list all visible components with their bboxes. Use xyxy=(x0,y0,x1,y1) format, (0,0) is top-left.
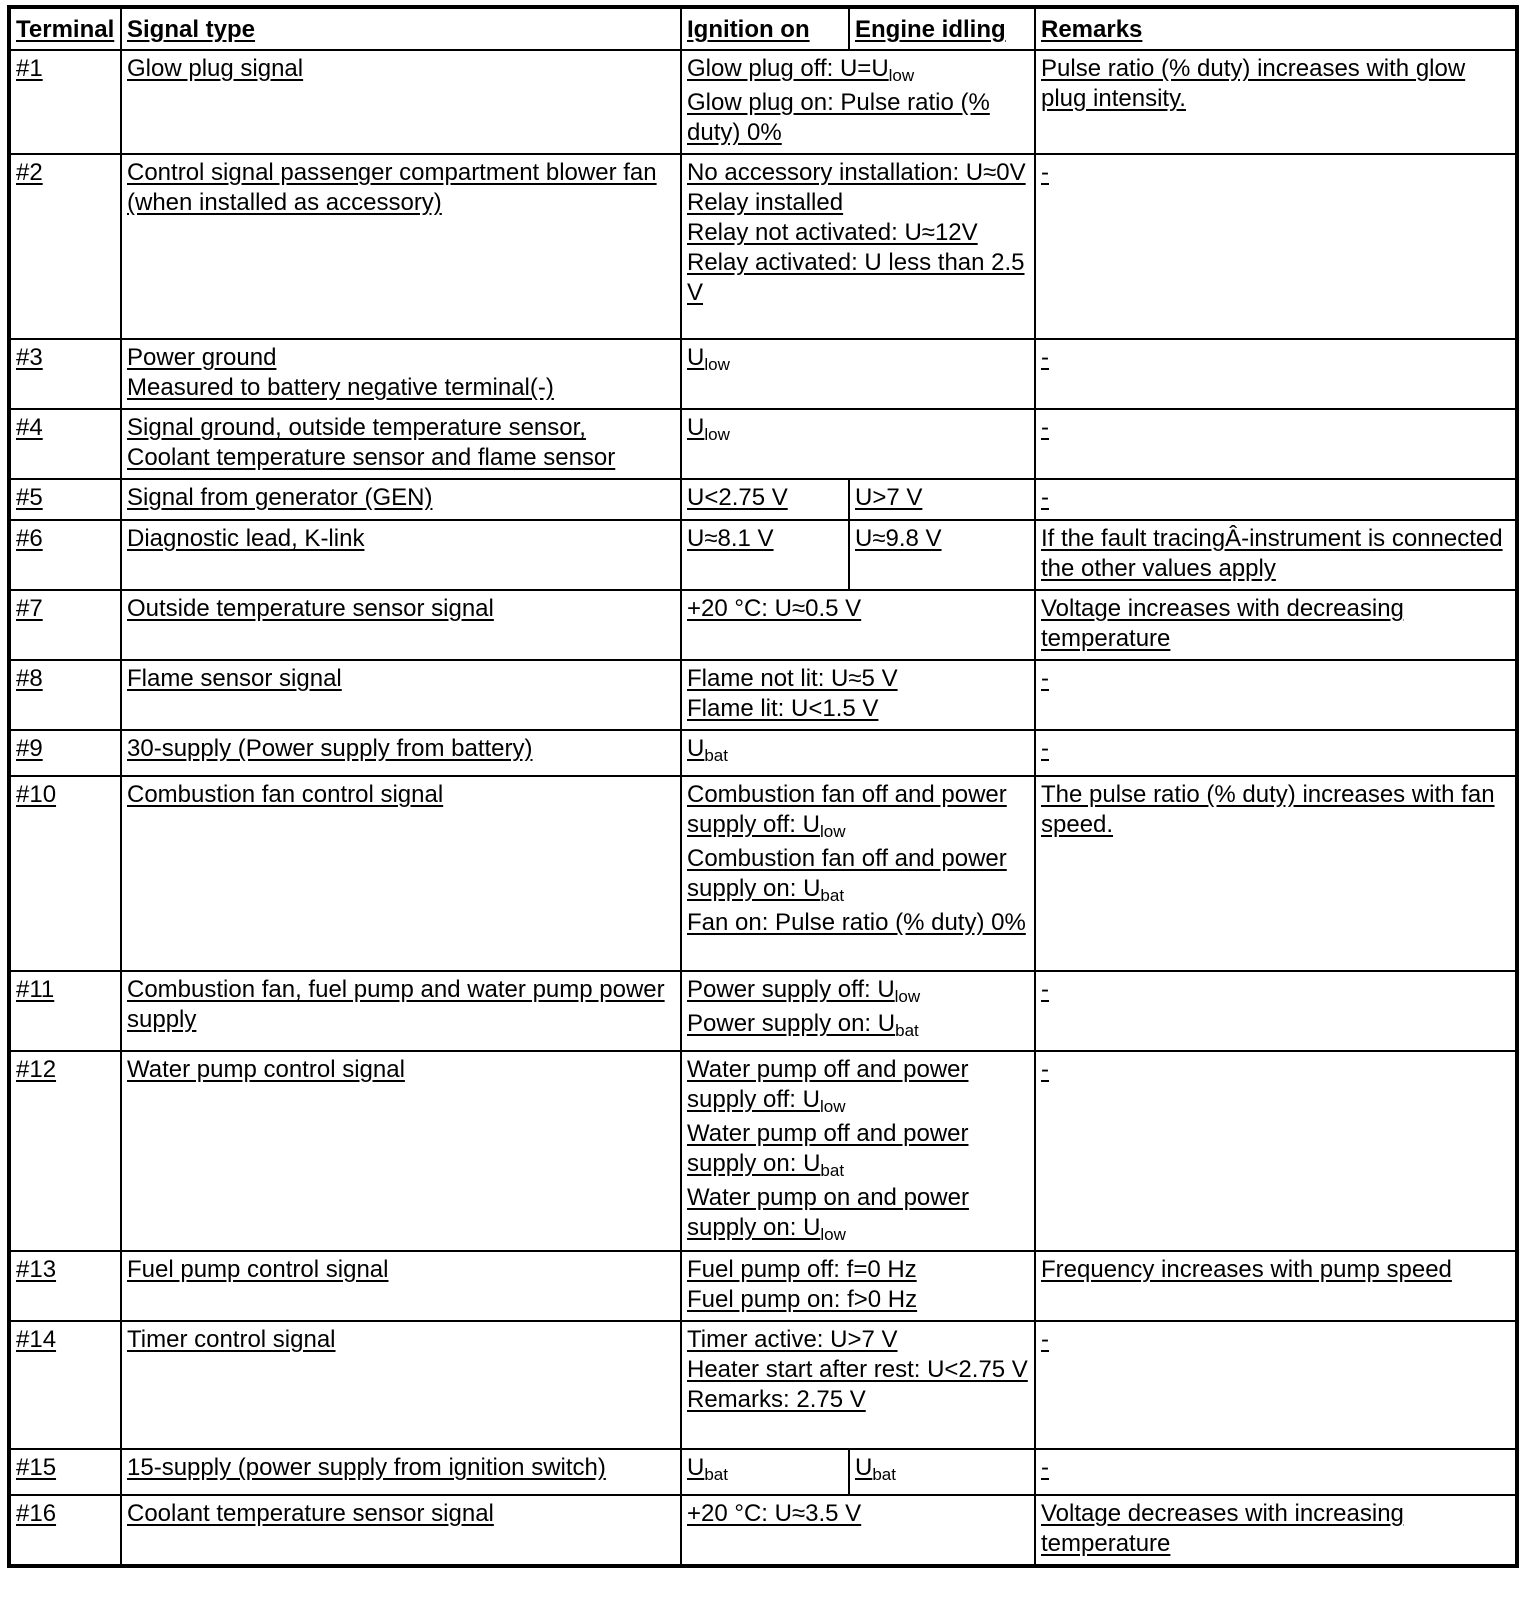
remarks-text: - xyxy=(1041,1056,1049,1083)
terminal-line xyxy=(16,734,114,764)
terminal-text: #16 xyxy=(16,1500,57,1527)
remarks-line xyxy=(1041,1055,1509,1085)
value-text: Relay not activated: U≈12V xyxy=(687,219,978,246)
value-subscript: low xyxy=(888,66,915,85)
value-text: Relay activated: U less than 2.5 V xyxy=(687,249,1025,306)
value-text: Timer active: U>7 V xyxy=(687,1326,898,1353)
cell-signal-type xyxy=(121,1251,681,1321)
value-line xyxy=(687,1255,1028,1285)
table-row xyxy=(9,339,1517,409)
value-line xyxy=(687,844,1028,904)
cell-remarks xyxy=(1035,1495,1517,1566)
header-ignition-on: Ignition on xyxy=(681,7,849,50)
remarks-line xyxy=(1041,483,1509,513)
value-line xyxy=(687,734,1028,764)
terminal-text: #1 xyxy=(16,55,43,82)
table-row xyxy=(9,971,1517,1051)
value-line xyxy=(687,694,1028,724)
terminal-line xyxy=(16,594,114,624)
terminal-text: #6 xyxy=(16,525,43,552)
terminal-text: #9 xyxy=(16,735,43,762)
table-row xyxy=(9,660,1517,730)
cell-terminal xyxy=(9,971,121,1051)
cell-remarks xyxy=(1035,154,1517,339)
cell-terminal xyxy=(9,1051,121,1251)
signal-type-line xyxy=(127,975,674,1035)
cell-engine-idling xyxy=(849,520,1035,590)
terminal-line xyxy=(16,975,114,1005)
value-text: Flame not lit: U≈5 V xyxy=(687,665,898,692)
value-line xyxy=(687,1285,1028,1315)
cell-signal-type xyxy=(121,339,681,409)
remarks-line xyxy=(1041,664,1509,694)
cell-remarks xyxy=(1035,971,1517,1051)
value-text: Glow plug on: Pulse ratio (% duty) 0% xyxy=(687,89,990,146)
terminal-line xyxy=(16,1255,114,1285)
value-subscript: low xyxy=(704,425,730,444)
remarks-text: - xyxy=(1041,665,1049,692)
terminal-text: #11 xyxy=(16,976,55,1003)
cell-terminal xyxy=(9,520,121,590)
signal-type-line xyxy=(127,1255,674,1285)
table-row xyxy=(9,1321,1517,1449)
signal-type-text: Diagnostic lead, K-link xyxy=(127,525,365,552)
cell-ignition-and-idling xyxy=(681,1051,1035,1251)
value-line xyxy=(687,1385,1028,1415)
table-row xyxy=(9,520,1517,590)
value-line xyxy=(687,158,1028,188)
remarks-text: Voltage increases with decreasing temperature xyxy=(1041,595,1404,652)
signal-type-line xyxy=(127,343,674,373)
value-text: Remarks: 2.75 V xyxy=(687,1386,866,1413)
cell-signal-type xyxy=(121,50,681,154)
signal-type-line xyxy=(127,373,674,403)
cell-ignition-and-idling xyxy=(681,1251,1035,1321)
terminal-line xyxy=(16,158,114,188)
table-row xyxy=(9,730,1517,776)
terminal-line xyxy=(16,1325,114,1355)
cell-ignition-and-idling xyxy=(681,590,1035,660)
cell-remarks xyxy=(1035,660,1517,730)
terminal-line xyxy=(16,1499,114,1529)
signal-type-line xyxy=(127,54,674,84)
cell-signal-type xyxy=(121,520,681,590)
value-text: $U_{low}$ xyxy=(687,414,730,444)
value-line xyxy=(687,524,842,554)
cell-ignition-and-idling xyxy=(681,776,1035,971)
signal-type-line xyxy=(127,483,674,513)
cell-signal-type xyxy=(121,1495,681,1566)
cell-ignition-and-idling xyxy=(681,730,1035,776)
value-text: Fan on: Pulse ratio (% duty) 0% xyxy=(687,909,1026,936)
cell-remarks xyxy=(1035,1251,1517,1321)
cell-terminal xyxy=(9,339,121,409)
remarks-line xyxy=(1041,1325,1509,1355)
value-text: Combustion fan off and power supply off: $U_{low}$ xyxy=(687,781,1007,841)
terminal-text: #3 xyxy=(16,344,43,371)
remarks-text: Pulse ratio (% duty) increases with glow plug intensity. xyxy=(1041,55,1466,112)
remarks-text: Frequency increases with pump speed xyxy=(1041,1256,1452,1283)
value-line xyxy=(687,483,842,513)
value-line xyxy=(687,188,1028,218)
terminal-signal-table xyxy=(7,5,1519,1568)
remarks-text: - xyxy=(1041,414,1049,441)
cell-signal-type xyxy=(121,1321,681,1449)
value-subscript: low xyxy=(819,822,846,841)
value-line xyxy=(687,594,1028,624)
value-text: Combustion fan off and power supply on: $U_{bat}$ xyxy=(687,845,1007,905)
header-engine-idling: Engine idling xyxy=(849,7,1035,50)
remarks-text: - xyxy=(1041,735,1049,762)
value-text: $U_{bat}$ xyxy=(855,1454,896,1484)
value-subscript: bat xyxy=(820,886,845,905)
cell-signal-type xyxy=(121,409,681,479)
value-subscript: bat xyxy=(872,1465,896,1484)
value-text: $U_{bat}$ xyxy=(687,735,728,765)
signal-type-text: Signal ground, outside temperature sensor, Coolant temperature sensor and flame sensor xyxy=(127,414,616,471)
value-text: Power supply off: $U_{low}$ xyxy=(687,976,921,1006)
signal-type-text: Measured to battery negative terminal(-) xyxy=(127,374,554,401)
cell-signal-type xyxy=(121,1449,681,1495)
terminal-line xyxy=(16,1055,114,1085)
header-remarks: Remarks xyxy=(1035,7,1517,50)
remarks-line xyxy=(1041,780,1509,840)
cell-signal-type xyxy=(121,154,681,339)
remarks-line xyxy=(1041,158,1509,188)
value-line xyxy=(687,1355,1028,1385)
cell-signal-type xyxy=(121,590,681,660)
value-text: $U_{low}$ xyxy=(687,344,730,374)
terminal-line xyxy=(16,664,114,694)
cell-remarks xyxy=(1035,409,1517,479)
value-subscript: bat xyxy=(704,1465,728,1484)
table-row xyxy=(9,50,1517,154)
remarks-line xyxy=(1041,1499,1509,1559)
cell-remarks xyxy=(1035,590,1517,660)
signal-type-line xyxy=(127,158,674,218)
cell-remarks xyxy=(1035,1449,1517,1495)
value-text: U≈9.8 V xyxy=(855,525,942,552)
terminal-text: #2 xyxy=(16,159,43,186)
remarks-text: - xyxy=(1041,1454,1049,1481)
cell-terminal xyxy=(9,154,121,339)
signal-type-line xyxy=(127,734,674,764)
remarks-text: - xyxy=(1041,344,1049,371)
value-text: +20 °C: U≈3.5 V xyxy=(687,1500,862,1527)
signal-type-line xyxy=(127,780,674,810)
remarks-text: - xyxy=(1041,484,1049,511)
cell-signal-type xyxy=(121,971,681,1051)
value-subscript: low xyxy=(704,355,730,374)
remarks-line xyxy=(1041,734,1509,764)
value-line xyxy=(687,1009,1028,1039)
value-line xyxy=(687,1499,1028,1529)
terminal-line xyxy=(16,54,114,84)
signal-type-line xyxy=(127,664,674,694)
value-text: Water pump off and power supply off: $U_{low}$ xyxy=(687,1056,969,1116)
terminal-text: #14 xyxy=(16,1326,57,1353)
remarks-line xyxy=(1041,343,1509,373)
cell-signal-type xyxy=(121,1051,681,1251)
value-subscript: low xyxy=(819,1097,846,1116)
value-line xyxy=(687,1453,842,1483)
value-text: Glow plug off: $U=U_{low}$ xyxy=(687,55,915,85)
value-line xyxy=(687,780,1028,840)
value-line xyxy=(855,483,1028,513)
signal-type-text: Combustion fan, fuel pump and water pump power supply xyxy=(127,976,665,1033)
value-text: $U_{bat}$ xyxy=(687,1454,728,1484)
cell-ignition-and-idling xyxy=(681,339,1035,409)
cell-remarks xyxy=(1035,50,1517,154)
terminal-text: #12 xyxy=(16,1056,57,1083)
value-text: Relay installed xyxy=(687,189,844,216)
signal-type-text: Coolant temperature sensor signal xyxy=(127,1500,494,1527)
terminal-line xyxy=(16,780,114,810)
cell-signal-type xyxy=(121,730,681,776)
signal-type-text: 15-supply (power supply from ignition switch) xyxy=(127,1454,606,1481)
remarks-text: If the fault tracingÂ-instrument is connected the other values apply xyxy=(1041,525,1503,582)
terminal-line xyxy=(16,413,114,443)
value-line xyxy=(687,1325,1028,1355)
remarks-text: - xyxy=(1041,976,1049,1003)
table-row xyxy=(9,1449,1517,1495)
signal-type-line xyxy=(127,1325,674,1355)
value-line xyxy=(687,248,1028,308)
cell-terminal xyxy=(9,1251,121,1321)
remarks-line xyxy=(1041,413,1509,443)
terminal-text: #13 xyxy=(16,1256,57,1283)
terminal-text: #10 xyxy=(16,781,57,808)
signal-type-text: Power ground xyxy=(127,344,277,371)
value-text: Power supply on: $U_{bat}$ xyxy=(687,1010,919,1040)
cell-signal-type xyxy=(121,479,681,520)
value-text: No accessory installation: U≈0V xyxy=(687,159,1026,186)
cell-ignition-and-idling xyxy=(681,50,1035,154)
cell-ignition-and-idling xyxy=(681,1495,1035,1566)
value-text: Water pump off and power supply on: $U_{bat}$ xyxy=(687,1120,969,1180)
value-subscript: bat xyxy=(895,1021,919,1040)
table-row xyxy=(9,590,1517,660)
cell-remarks xyxy=(1035,339,1517,409)
remarks-text: Voltage decreases with increasing temperature xyxy=(1041,1500,1404,1557)
cell-ignition-and-idling xyxy=(681,971,1035,1051)
value-line xyxy=(687,1183,1028,1243)
table-row xyxy=(9,1251,1517,1321)
signal-type-text: Combustion fan control signal xyxy=(127,781,444,808)
signal-type-text: Outside temperature sensor signal xyxy=(127,595,494,622)
signal-type-line xyxy=(127,413,674,473)
terminal-line xyxy=(16,343,114,373)
terminal-line xyxy=(16,1453,114,1483)
cell-ignition-and-idling xyxy=(681,154,1035,339)
cell-remarks xyxy=(1035,1321,1517,1449)
signal-type-text: Water pump control signal xyxy=(127,1056,405,1083)
cell-ignition-on xyxy=(681,520,849,590)
signal-type-line xyxy=(127,1055,674,1085)
value-subscript: low xyxy=(820,1225,846,1244)
cell-terminal xyxy=(9,1321,121,1449)
remarks-text: The pulse ratio (% duty) increases with fan speed. xyxy=(1041,781,1495,838)
signal-type-line xyxy=(127,1499,674,1529)
terminal-text: #4 xyxy=(16,414,43,441)
signal-type-text: Control signal passenger compartment blower fan (when installed as accessory) xyxy=(127,159,657,216)
cell-ignition-on xyxy=(681,479,849,520)
table-row xyxy=(9,154,1517,339)
terminal-text: #5 xyxy=(16,484,43,511)
terminal-text: #7 xyxy=(16,595,43,622)
terminal-line xyxy=(16,524,114,554)
table-row xyxy=(9,1051,1517,1251)
signal-type-text: Glow plug signal xyxy=(127,55,304,82)
value-line xyxy=(687,1119,1028,1179)
cell-remarks xyxy=(1035,730,1517,776)
value-line xyxy=(687,218,1028,248)
value-line xyxy=(855,1453,1028,1483)
cell-terminal xyxy=(9,479,121,520)
value-text: Fuel pump off: f=0 Hz xyxy=(687,1256,917,1283)
value-subscript: low xyxy=(894,987,921,1006)
value-line xyxy=(855,524,1028,554)
cell-ignition-and-idling xyxy=(681,660,1035,730)
cell-engine-idling xyxy=(849,479,1035,520)
table-row xyxy=(9,776,1517,971)
cell-signal-type xyxy=(121,660,681,730)
value-text: U<2.75 V xyxy=(687,484,788,511)
remarks-line xyxy=(1041,975,1509,1005)
cell-remarks xyxy=(1035,520,1517,590)
header-terminal: Terminal xyxy=(9,7,121,50)
terminal-line xyxy=(16,483,114,513)
value-line xyxy=(687,54,1028,84)
signal-type-line xyxy=(127,1453,674,1483)
table-header-row xyxy=(9,7,1517,50)
value-line xyxy=(687,413,1028,443)
cell-engine-idling xyxy=(849,1449,1035,1495)
cell-signal-type xyxy=(121,776,681,971)
table-row xyxy=(9,1495,1517,1566)
remarks-text: - xyxy=(1041,159,1049,186)
value-line xyxy=(687,1055,1028,1115)
header-signal-type: Signal type xyxy=(121,7,681,50)
remarks-text: - xyxy=(1041,1326,1049,1353)
value-line xyxy=(687,343,1028,373)
signal-type-text: Timer control signal xyxy=(127,1326,336,1353)
cell-terminal xyxy=(9,730,121,776)
cell-ignition-and-idling xyxy=(681,1321,1035,1449)
cell-terminal xyxy=(9,409,121,479)
cell-terminal xyxy=(9,1495,121,1566)
signal-type-text: Flame sensor signal xyxy=(127,665,342,692)
value-subscript: bat xyxy=(820,1161,845,1180)
signal-type-line xyxy=(127,594,674,624)
cell-remarks xyxy=(1035,776,1517,971)
cell-terminal xyxy=(9,776,121,971)
remarks-line xyxy=(1041,524,1509,584)
remarks-line xyxy=(1041,1453,1509,1483)
value-subscript: bat xyxy=(704,746,728,765)
table-body xyxy=(9,50,1517,1566)
signal-type-text: Signal from generator (GEN) xyxy=(127,484,433,511)
cell-terminal xyxy=(9,50,121,154)
value-text: Heater start after rest: U<2.75 V xyxy=(687,1356,1028,1383)
value-text: Flame lit: U<1.5 V xyxy=(687,695,879,722)
value-line xyxy=(687,908,1028,938)
value-line xyxy=(687,88,1028,148)
signal-type-line xyxy=(127,524,674,554)
cell-ignition-and-idling xyxy=(681,409,1035,479)
value-text: +20 °C: U≈0.5 V xyxy=(687,595,862,622)
cell-terminal xyxy=(9,1449,121,1495)
cell-remarks xyxy=(1035,1051,1517,1251)
cell-terminal xyxy=(9,660,121,730)
value-line xyxy=(687,664,1028,694)
value-text: Fuel pump on: f>0 Hz xyxy=(687,1286,918,1313)
value-line xyxy=(687,975,1028,1005)
value-text: Water pump on and power supply on: $U_{low}$ xyxy=(687,1184,969,1244)
cell-terminal xyxy=(9,590,121,660)
signal-type-text: Fuel pump control signal xyxy=(127,1256,389,1283)
value-text: U≈8.1 V xyxy=(687,525,774,552)
table-row xyxy=(9,409,1517,479)
terminal-text: #15 xyxy=(16,1454,57,1481)
signal-type-text: 30-supply (Power supply from battery) xyxy=(127,735,533,762)
remarks-line xyxy=(1041,1255,1509,1285)
remarks-line xyxy=(1041,54,1509,114)
terminal-text: #8 xyxy=(16,665,43,692)
table-row xyxy=(9,479,1517,520)
cell-ignition-on xyxy=(681,1449,849,1495)
remarks-line xyxy=(1041,594,1509,654)
cell-remarks xyxy=(1035,479,1517,520)
value-text: U>7 V xyxy=(855,484,923,511)
